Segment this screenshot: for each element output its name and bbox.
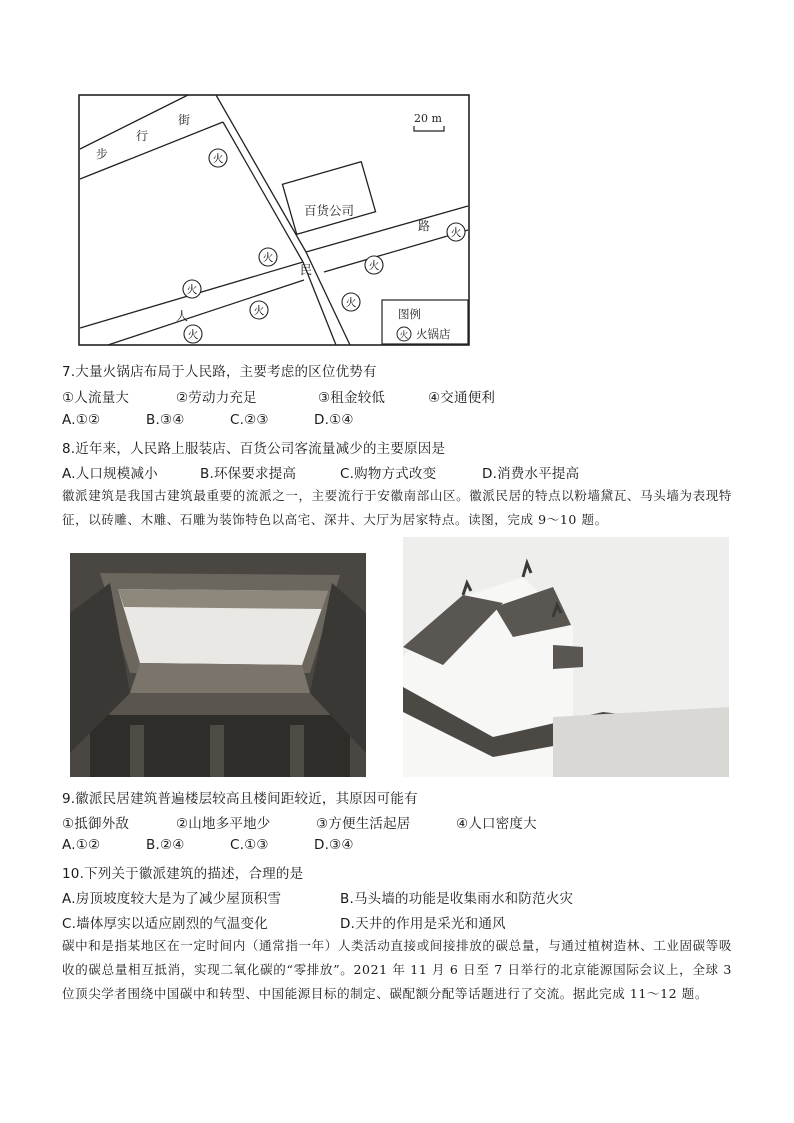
hotpot-shop-marker: [259, 248, 277, 266]
q10-choice-a[interactable]: A.房顶坡度较大是为了减少屋顶积雪: [62, 891, 282, 907]
question-9-stem: 9.徽派民居建筑普遍楼层较高且楼间距较近，其原因可能有: [62, 791, 418, 807]
q8-choice-c[interactable]: C.购物方式改变: [340, 466, 437, 482]
svg-text:火: 火: [212, 152, 224, 165]
q7-item-2: ②劳动力充足: [176, 390, 257, 406]
q9-item-1: ①抵御外敌: [62, 816, 130, 832]
svg-text:火: 火: [399, 331, 409, 341]
q8-choice-d[interactable]: D.消费水平提高: [482, 466, 580, 482]
svg-text:火: 火: [186, 283, 198, 296]
q9-item-4: ④人口密度大: [456, 816, 537, 832]
q8-choice-b[interactable]: B.环保要求提高: [200, 466, 297, 482]
intro-huizhou: 徽派建筑是我国古建筑最重要的流派之一，主要流行于安徽南部山区。徽派民居的特点以粉墙黛瓦、马头墙为表现特征，以砖雕、木雕、石雕为装饰特色以高宅、深井、大厅为居家特点。读图，完成 9～10 题。: [62, 488, 732, 527]
hotpot-shop-marker: [183, 280, 201, 298]
q9-item-2: ②山地多平地少: [176, 816, 271, 832]
question-9-choices: [62, 837, 742, 855]
question-9-items: [62, 812, 742, 830]
q7-item-1: ①人流量大: [62, 390, 130, 406]
q10-choice-b[interactable]: B.马头墙的功能是收集雨水和防范火灾: [340, 891, 574, 907]
svg-text:火: 火: [345, 296, 357, 309]
map-legend: [382, 300, 468, 344]
q10-choice-c[interactable]: C.墙体厚实以适应剧烈的气温变化: [62, 916, 268, 932]
q8-choice-a[interactable]: A.人口规模减小: [62, 466, 158, 482]
road-char-3: 路: [418, 219, 431, 233]
skylight-photo: [70, 553, 366, 777]
hotpot-shop-marker: [342, 293, 360, 311]
street-map: [78, 94, 470, 346]
svg-text:火: 火: [368, 259, 380, 272]
svg-text:火: 火: [187, 328, 199, 341]
street-char-3: 街: [178, 113, 191, 127]
q9-choice-a[interactable]: A.①②: [62, 837, 101, 853]
question-8-stem: 8.近年来，人民路上服装店、百货公司客流量减少的主要原因是: [62, 441, 446, 457]
hotpot-shop-marker: [365, 256, 383, 274]
question-8-choices: [62, 462, 742, 480]
question-10-stem: 10.下列关于徽派建筑的描述，合理的是: [62, 866, 304, 882]
q9-choice-d[interactable]: D.③④: [314, 837, 354, 853]
hotpot-shop-marker: [447, 223, 465, 241]
question-10-choices-row-2: [62, 912, 742, 930]
road-char-1: 人: [176, 309, 189, 323]
question-7-items: [62, 386, 742, 404]
svg-text:百货公司: 百货公司: [303, 203, 355, 218]
q7-item-4: ④交通便利: [428, 390, 496, 406]
q7-choice-b[interactable]: B.③④: [146, 412, 185, 428]
intro-carbon-neutral: 碳中和是指某地区在一定时间内（通常指一年）人类活动直接或间接排放的碳总量，与通过植树造林、工业固碳等吸收的碳总量相互抵消，实现二氧化碳的“零排放”。2021 年 11 月 6 日至 7 日举行的北京能源国际会议上，全球 3 位顶尖学者围绕中国碳中和转型、中国能源目标的制定、碳配额分配等话题进行了交流。据此完成 11～12 题。: [62, 938, 732, 1001]
hotpot-shop-marker: [209, 149, 227, 167]
q9-choice-b[interactable]: B.②④: [146, 837, 185, 853]
svg-text:火: 火: [262, 251, 274, 264]
q7-item-3: ③租金较低: [318, 390, 386, 406]
q9-choice-c[interactable]: C.①③: [230, 837, 269, 853]
svg-text:火: 火: [450, 226, 462, 239]
q9-item-3: ③方便生活起居: [316, 816, 411, 832]
question-7-stem: 7.大量火锅店布局于人民路，主要考虑的区位优势有: [62, 364, 377, 380]
q7-choice-a[interactable]: A.①②: [62, 412, 101, 428]
street-char-2: 行: [136, 129, 149, 143]
q7-choice-c[interactable]: C.②③: [230, 412, 269, 428]
road-char-2: 民: [300, 263, 313, 277]
hotpot-shop-marker: [184, 325, 202, 343]
q7-choice-d[interactable]: D.①④: [314, 412, 354, 428]
svg-text:火锅店: 火锅店: [416, 327, 451, 341]
svg-text:20 m: 20 m: [414, 112, 442, 125]
question-10-choices-row-1: [62, 887, 742, 905]
hotpot-shop-marker: [250, 301, 268, 319]
svg-text:图例: 图例: [398, 307, 421, 321]
svg-text:火: 火: [253, 304, 265, 317]
street-char-1: 步: [96, 147, 109, 161]
horse-head-wall-photo: [403, 537, 729, 777]
q10-choice-d[interactable]: D.天井的作用是采光和通风: [340, 916, 506, 932]
question-7-choices: [62, 412, 742, 430]
